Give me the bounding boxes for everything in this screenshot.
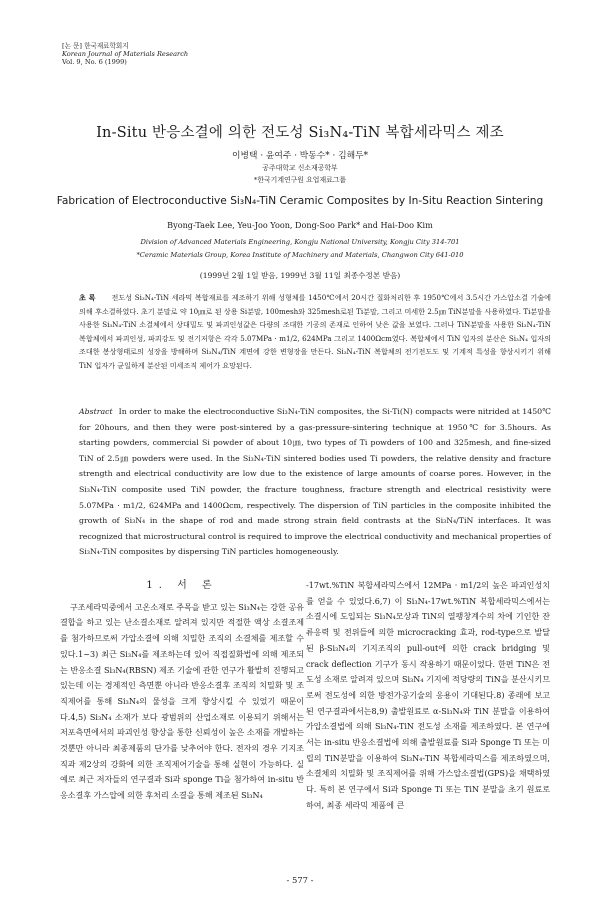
authors-korean: 이병택 · 윤여주 · 박동수* · 김해두* (232, 151, 368, 161)
abstract-korean (79, 291, 551, 372)
abstract-english-label: Abstract (79, 407, 113, 416)
title-korean: In-Situ 반응소결에 의한 전도성 Si₃N₄-TiN 복합세라믹스 제조 (96, 125, 504, 141)
journal-header-line3: Vol. 9, No. 6 (1999) (62, 58, 127, 67)
title-english: Fabrication of Electroconductive Si₃N₄-TiN Ceramic Composites by In-Situ Reaction Sintering (56, 195, 544, 207)
affiliation-korean-2: *한국기계연구원 요업재료그룹 (253, 175, 347, 184)
section-title-introduction: 1. 서 론 (146, 580, 218, 591)
affiliation-english-2: *Ceramic Materials Group, Korea Institute of Machinery and Materials, Changwon City 641-010 (136, 250, 464, 259)
journal-header (62, 42, 188, 67)
affiliation-english-1: Division of Advanced Materials Engineering, Kongju National University, Kongju City 314-701 (140, 238, 460, 246)
abstract-korean-text: 전도성 Si₃N₄-TiN 세라믹 복합재료를 제조하기 위해 성형체를 1450℃에서 20시간 질화처리한 후 1950℃에서 3.5시간 가스압소결 기술에 의해 후소결하였다. 초기 분말로 약 10㎛로 된 상용 Si분말, 100mesh와 325mesh로된 Ti분말, 그리고 미세한 2.5㎛ TiN분말을 사용하였다. Ti분말을 사용한 Si₃N₄-TiN 소결체에서 상대밀도 및 파괴인성값은 다량의 조대한 기공의 존재로 인하여 낮은 값을 보였다. 그러나 TiN분말을 사용한 Si₃N₄-TiN 복합체에서 파괴인성, 파괴강도 및 전기저항은 각각 5.07MPa · m1/2, 624MPa 그리고 1400Ωcm였다. 복합체에서 TiN 입자의 분산은 Si₃N₄ 입자의 조대한 봉상형태로의 성장을 방해하며 Si₃N₄/TiN 계면에 강한 변형장을 만든다. Si₃N₄-TiN 복합체의 전기전도도 및 기계적 특성을 향상시키기 위해 TiN 입자가 균일하게 분산된 미세조직 제어가 요망된다. (79, 293, 551, 370)
affiliation-korean-1: 공주대학교 신소재공학부 (262, 164, 338, 172)
right-column (306, 578, 550, 814)
left-column-text: 구조세라믹중에서 고온소재로 주목을 받고 있는 Si₃N₄는 강한 공유결합을 하고 있는 난소결소재로 알려져 있지만 적절한 액상 소결조제를 첨가하므로써 가압소결에 의해 치밀한 조직의 소결체를 제조할 수 있다.1~3) 최근 Si₃N₄를 제조하는데 있어 직접질화법에 의해 제조되는 반응소결 Si₃N₄(RBSN) 제조 기술에 관한 연구가 활발히 진행되고 있는데 이는 경제적인 측면뿐 아니라 반응소결후 조직의 치밀화 및 조직제어를 통해 Si₃N₄의 물성을 크게 향상시킬 수 있었기 때문이다.4,5) Si₃N₄ 소재가 보다 광범위의 산업소재로 이용되기 위해서는 저포측면에서의 파괴인성 향상을 통한 신뢰성이 높은 소재를 개발하는 것뿐만 아니라 최종제품의 단가를 낮추어야 한다. 전자의 경우 기지조직과 제2상의 강화에 의한 조직제어기술을 통해 실현이 가능하다. 실 예로 최근 저자들의 연구결과 Si과 sponge Ti을 첨가하여 in-situ 반응소결후 가스압에 의한 후처리 소결을 통해 제조된 Si₃N₄ (60, 602, 304, 801)
journal-header-line2: Korean Journal of Materials Research (62, 50, 189, 59)
affiliations-english (0, 236, 600, 261)
abstract-english (79, 404, 551, 560)
left-column (60, 578, 304, 804)
affiliations-korean (0, 163, 600, 186)
abstract-english-text: In order to make the electroconductive Si₃N₄-TiN composites, the Si-Ti(N) compacts were nitrided at 1450℃ for 20hours, and then they were post-sintered by a gas-pressure-sintering technique at 1950℃ for 3.5hours. As starting powders, commercial Si powder of about 10㎛, two types of Ti powders of 100 and 325mesh, and fine-sized TiN of 2.5㎛ powders were used. In the Si₃N₄-TiN sintered bodies used Ti powders, the relative density and fracture strength and electrical conductivity are low due to the existence of large amounts of coarse pores. However, in the Si₃N₄-TiN composite used TiN powder, the fracture toughness, fracture strength and electrical resistivity were 5.07MPa · m1/2, 624MPa and 1400Ωcm, respectively. The dispersion of TiN particles in the composite inhibited the growth of Si₃N₄ in the shape of rod and made strong strain field contrasts at the Si₃N₄/TiN interfaces. It was recognized that microstructural control is required to improve the electrical conductivity and mechanical properties of Si₃N₄-TiN composites by dispersing TiN particles homogeneously. (79, 407, 551, 557)
authors-english: Byong-Taek Lee, Yeu-Joo Yoon, Dong-Soo Park* and Hai-Doo Kim (167, 220, 433, 230)
abstract-korean-label: 초 록 (79, 293, 96, 302)
right-column-text: -17wt.%TiN 복합세라믹스에서 12MPa · m1/2의 높은 파괴인성치를 얻을 수 있었다.6,7) 이 Si₃N₄-17wt.%TiN 복합세라믹스에서는 소결시에 도입되는 Si₃N₄모상과 TiN의 열팽창계수의 차에 기인한 잔류응력 및 전위들에 의한 microcracking 효과, rod-type으로 발달된 β-Si₃N₄의 기지조직의 pull-out에 의한 crack bridging 및 crack deflection 기구가 동시 작용하기 때문이었다. 한편 TiN은 전도성 소재로 알려져 있으며 Si₃N₄ 기지에 적당량의 TiN을 분산시키므로써 전도성에 의한 방전가공기술의 응용이 기대된다.8) 종래에 보고된 연구결과에서는8,9) 출발원료로 α-Si₃N₄와 TiN 분말을 이용하여 가압소결법에 의해 Si₃N₄-TiN 전도성 소재를 제조하였다. 본 연구에서는 in-situ 반응소결법에 의해 출발원료를 Si과 Sponge Ti 또는 미립의 TiN분말을 이용하여 Si₃N₄-TiN 복합세라믹스를 제조하였으며, 소결체의 치밀화 및 조직제어를 위해 가스압소결법(GPS)을 채택하였다. 특히 본 연구에서 Si과 Sponge Ti 또는 TiN 분말을 초기 원료로하여, 최종 세라믹 제품에 큰 (306, 581, 550, 810)
received-dates: (1999년 2월 1일 받음, 1999년 3월 11일 최종수정본 받음) (199, 271, 401, 280)
journal-header-line1: [논 문] 한국재료학회지 (62, 42, 129, 50)
page-number: - 577 - (286, 875, 314, 885)
